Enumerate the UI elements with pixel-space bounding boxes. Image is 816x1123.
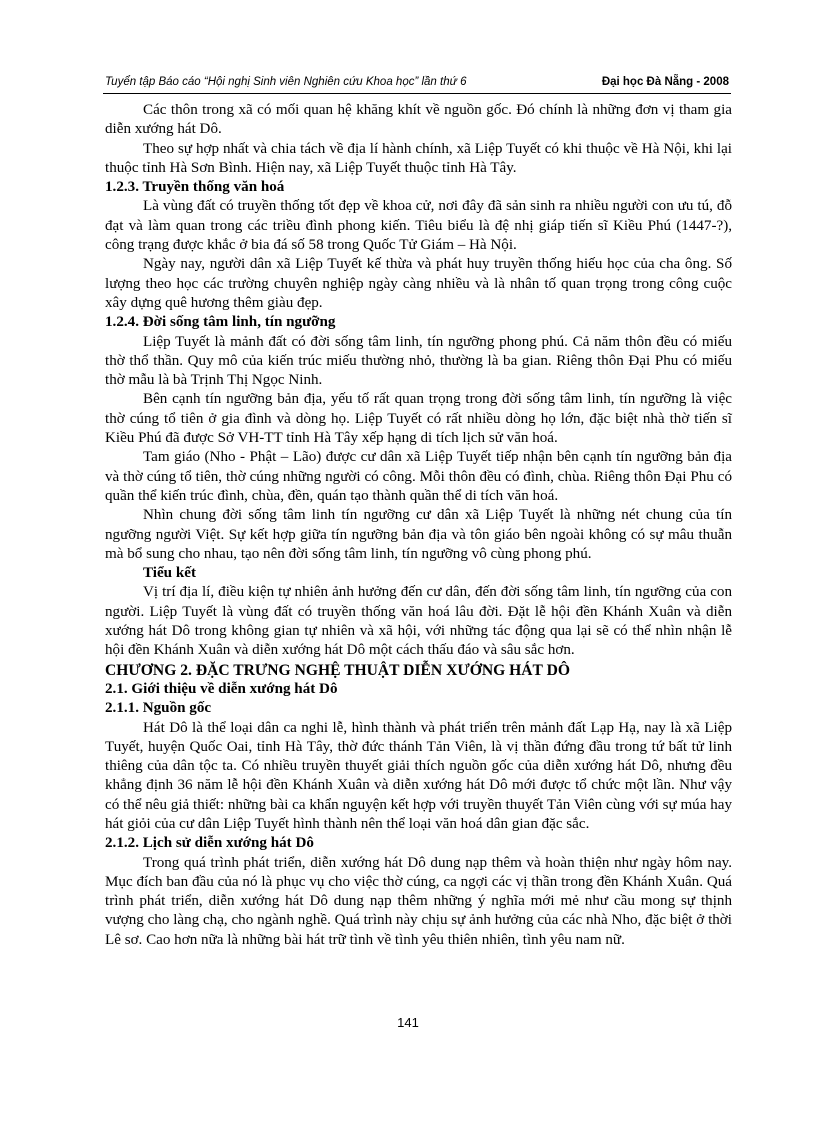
paragraph: Là vùng đất có truyền thống tốt đẹp về khoa cử, nơi đây đã sản sinh ra nhiều người con ưu tú, đỗ đạt và làm quan trong các triều đình phong kiến. Tiêu biểu là đệ nhị giáp tiến sĩ Kiều Phú (1447-?), công trạng được khắc ở bia đá số 58 trong Quốc Tử Giám – Hà Nội. bbox=[105, 198, 732, 254]
header-institution: Đại học Đà Nẵng - 2008 bbox=[601, 76, 729, 88]
paragraph: Hát Dô là thể loại dân ca nghi lễ, hình thành và phát triển trên mảnh đất Lạp Hạ, nay là xã Liệp Tuyết, huyện Quốc Oai, tỉnh Hà Tây, thờ đức thánh Tản Viên, là vị thần đứng đầu trong tứ bất tử linh thiêng của dân tộc ta. Có nhiều truyền thuyết giải thích nguồn gốc của diễn xướng hát Dô, nhưng đều khẳng định 36 năm lễ hội đền Khánh Xuân và diễn xướng hát Dô mới được tổ chức một lần. Như vậy có thể nêu giả thiết: những bài ca khẩn nguyện kết hợp với truyền thuyết Tản Viên cùng với sự múa hay hát giỏi của cư dân Liệp Tuyết hình thành nên thể loại văn hoá dân gian đặc sắc. bbox=[105, 719, 732, 832]
paragraph: Liệp Tuyết là mảnh đất có đời sống tâm linh, tín ngưỡng phong phú. Cả năm thôn đều có miếu thờ thổ thần. Quy mô của kiến trúc miếu thường nhỏ, thường là ba gian. Riêng thôn Đại Phu có miếu thờ mẫu là bà Trịnh Thị Ngọc Ninh. bbox=[105, 333, 732, 389]
body-text bbox=[105, 101, 732, 950]
section-heading-1-2-3: 1.2.3. Truyền thống văn hoá bbox=[105, 179, 285, 196]
paragraph: Bên cạnh tín ngưỡng bản địa, yếu tố rất quan trọng trong đời sống tâm linh, tín ngưỡng là việc thờ cúng tổ tiên ở gia đình và dòng họ. Liệp Tuyết có rất nhiều dòng họ lớn, đặc biệt nhà thờ tiến sĩ Kiều Phú đã được Sở VH-TT tỉnh Hà Tây xếp hạng di tích lịch sử văn hoá. bbox=[105, 391, 732, 447]
header-title: Tuyển tập Báo cáo “Hội nghị Sinh viên Nghiên cứu Khoa học” lần thứ 6 bbox=[105, 76, 467, 88]
paragraph: Vị trí địa lí, điều kiện tự nhiên ảnh hưởng đến cư dân, đến đời sống tâm linh, tín ngưỡng của con người. Liệp Tuyết là vùng đất có truyền thống văn hoá lâu đời. Đặt lễ hội đền Khánh Xuân và diễn xướng hát Dô trong không gian tự nhiên và xã hội, với những tác động qua lại sẽ có thể nhìn nhận lễ hội đền Khánh Xuân và diễn xướng hát Dô một cách thấu đáo và sâu sắc hơn. bbox=[105, 584, 732, 659]
paragraph: Ngày nay, người dân xã Liệp Tuyết kế thừa và phát huy truyền thống hiếu học của cha ông. Số lượng theo học các trường chuyên nghiệp ngày càng nhiều và là nhân tố quan trọng trong công cuộc xây dựng quê hương thêm giàu đẹp. bbox=[105, 256, 732, 311]
section-heading-1-2-4: 1.2.4. Đời sống tâm linh, tín ngưỡng bbox=[105, 314, 336, 331]
paragraph: Trong quá trình phát triển, diễn xướng hát Dô dung nạp thêm và hoàn thiện như ngày hôm nay. Mục đích ban đầu của nó là phục vụ cho việc thờ cúng, ca ngợi các vị thần trong đền Khánh Xuân. Quá trình phát triển, diễn xướng hát Dô dung nạp thêm những ý nghĩa mới mẻ như cầu mong sự thịnh vượng cho làng chạ, cho ngành nghề. Quá trình này chịu sự ảnh hưởng của các nhà Nho, đặc biệt ở thời Lê sơ. Cao hơn nữa là những bài hát trữ tình về tình yêu thiên nhiên, tình yêu nam nữ. bbox=[105, 854, 732, 948]
section-heading-2-1: 2.1. Giới thiệu về diễn xướng hát Dô bbox=[105, 680, 338, 697]
chapter-heading: CHƯƠNG 2. ĐẶC TRƯNG NGHỆ THUẬT DIỄN XƯỚNG HÁT DÔ bbox=[105, 661, 570, 679]
paragraph: Nhìn chung đời sống tâm linh tín ngưỡng cư dân xã Liệp Tuyết là những nét chung của tín ngưỡng người Việt. Sự kết hợp giữa tín ngưỡng bản địa và tôn giáo bên ngoài không có sự mâu thuẫn mà bổ sung cho nhau, tạo nên đời sống tâm linh, tín ngưỡng vô cùng phong phú. bbox=[105, 507, 732, 562]
page-number: 141 bbox=[397, 1015, 419, 1030]
section-heading-2-1-2: 2.1.2. Lịch sử diễn xướng hát Dô bbox=[105, 835, 314, 852]
summary-heading: Tiểu kết bbox=[143, 565, 196, 582]
paragraph: Tam giáo (Nho - Phật – Lão) được cư dân xã Liệp Tuyết tiếp nhận bên cạnh tín ngưỡng bản địa và thờ cúng tổ tiên, thờ cúng những người có công. Mỗi thôn đều có đình, chùa. Riêng thôn Đại Phu có quần thể kiến trúc đình, chùa, đền, quán tạo thành quần thể di tích văn hoá. bbox=[105, 449, 732, 504]
paragraph: Theo sự hợp nhất và chia tách về địa lí hành chính, xã Liệp Tuyết có khi thuộc về Hà Nội, khi lại thuộc tỉnh Hà Sơn Bình. Hiện nay, xã Liệp Tuyết thuộc tỉnh Hà Tây. bbox=[105, 140, 732, 176]
running-header bbox=[103, 73, 731, 94]
paragraph: Các thôn trong xã có mối quan hệ khăng khít về nguồn gốc. Đó chính là những đơn vị tham gia diễn xướng hát Dô. bbox=[105, 102, 732, 138]
section-heading-2-1-1: 2.1.1. Nguồn gốc bbox=[105, 700, 212, 717]
